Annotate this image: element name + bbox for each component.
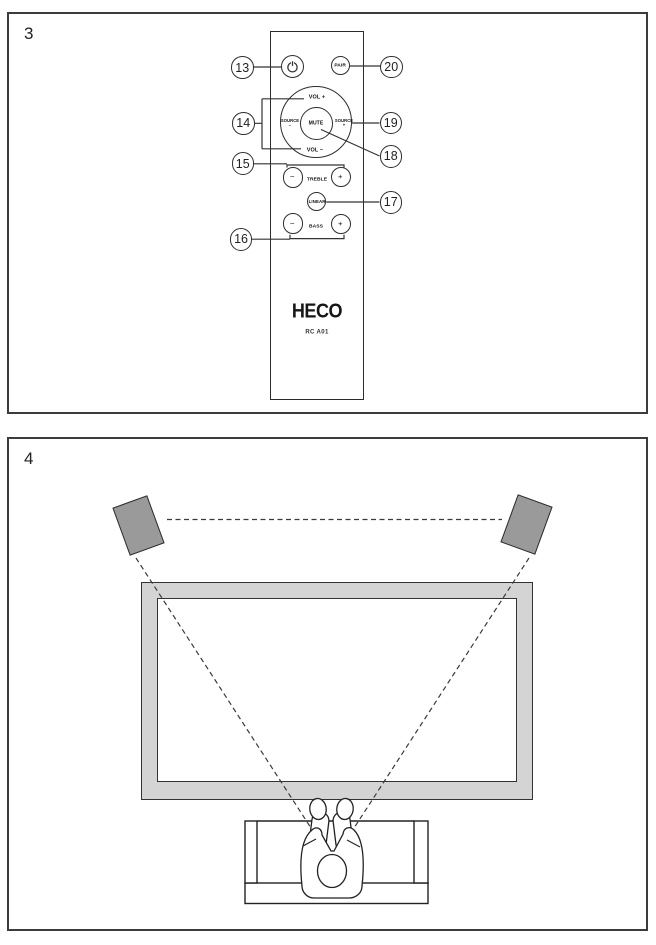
bass-label: BASS <box>308 222 323 229</box>
model-label: RC A01 <box>305 328 329 335</box>
vol-up-label: VOL + <box>308 93 325 100</box>
figure-4-label: 4 <box>24 449 34 468</box>
callout-20: 20 <box>380 56 403 79</box>
power-icon <box>285 59 300 74</box>
mute-button <box>300 107 334 141</box>
bass-minus-button: − <box>283 213 304 234</box>
heco-logo: HECO <box>291 299 343 323</box>
source-plus-label: SOURCE + <box>334 117 353 128</box>
linear-label: LINEAR <box>308 199 326 205</box>
treble-plus-button: + <box>331 167 352 188</box>
treble-label: TREBLE <box>306 176 327 182</box>
callout-14: 14 <box>232 112 255 135</box>
callout-18: 18 <box>380 145 403 168</box>
power-button <box>281 55 304 78</box>
bass-plus-button: + <box>331 214 352 235</box>
mute-label: MUTE <box>308 120 324 127</box>
pair-label: PAIR <box>334 62 347 68</box>
foot-left <box>309 798 328 821</box>
speaker-placement-dashed-lines <box>136 520 529 846</box>
callout-13: 13 <box>231 56 254 79</box>
foot-right <box>336 798 355 821</box>
figure-3-label: 3 <box>24 24 34 43</box>
head <box>318 855 347 888</box>
pair-button <box>331 56 351 76</box>
vol-down-label: VOL − <box>306 146 323 153</box>
source-minus-label: SOURCE − <box>280 117 299 128</box>
callout-17: 17 <box>380 191 403 214</box>
person-listener <box>301 798 363 898</box>
callout-15: 15 <box>232 152 255 175</box>
treble-minus-button: − <box>283 167 304 188</box>
callout-19: 19 <box>380 112 403 135</box>
callout-16: 16 <box>230 228 253 251</box>
